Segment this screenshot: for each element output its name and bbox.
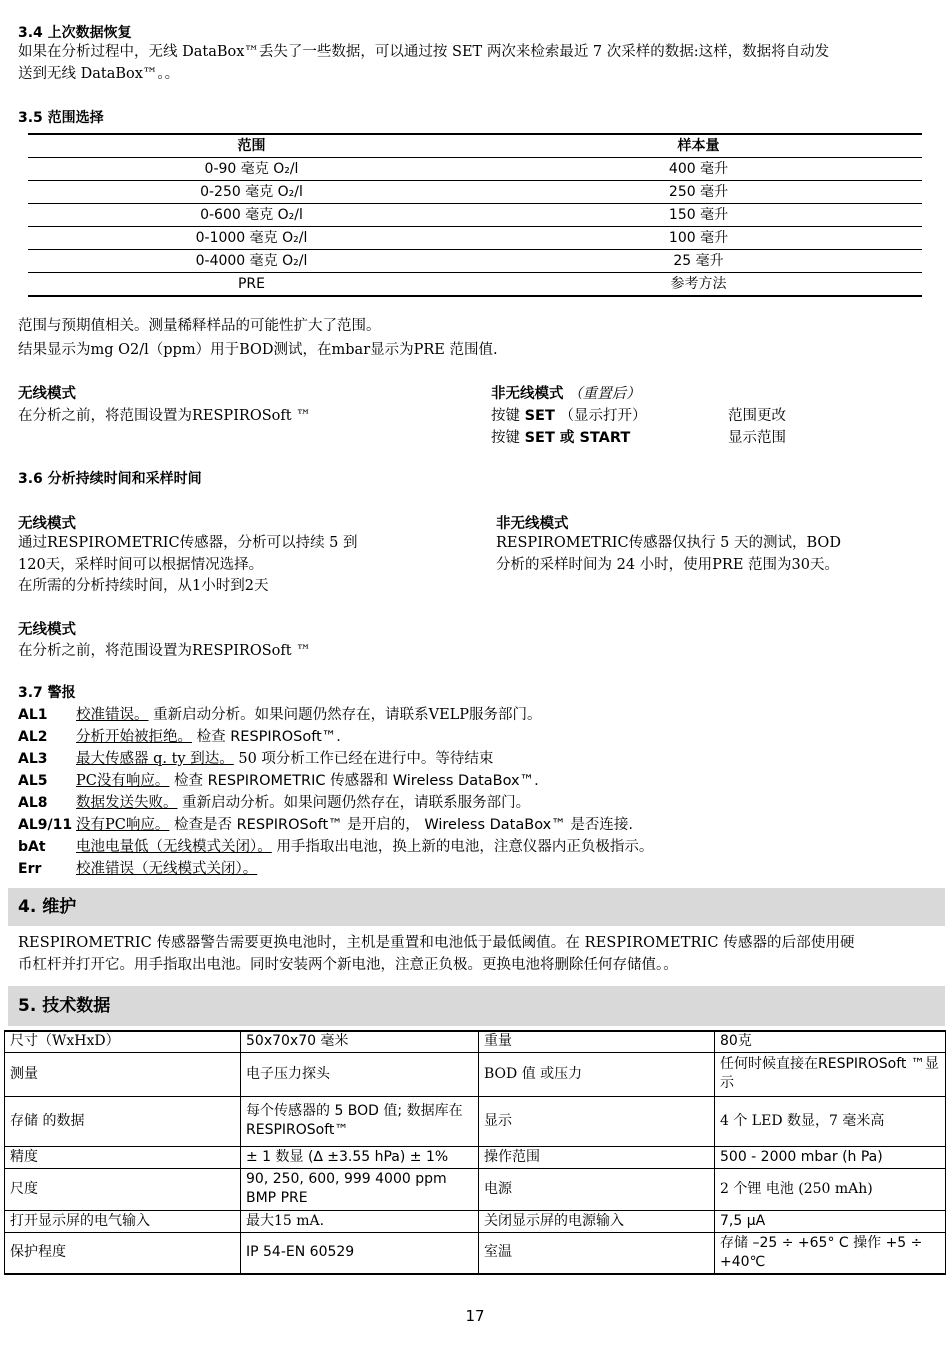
table-row <box>28 273 922 297</box>
nonwireless-duration-line-1: RESPIROMETRIC传感器仅执行 5 天的测试，BOD <box>496 535 841 551</box>
alarm-action: 检查 RESPIROMETRIC 传感器和 Wireless DataBox™. <box>169 773 539 789</box>
alarm-action: 重新启动分析。如果问题仍然存在，请联系VELP服务部门。 <box>148 707 542 723</box>
alarm-row <box>18 704 542 726</box>
table-row <box>5 1210 946 1232</box>
spec-value: 90, 250, 600, 999 4000 ppm BMP PRE <box>241 1168 479 1210</box>
spec-label: 电源 <box>479 1168 715 1210</box>
spec-value: 2 个锂 电池 (250 mAh) <box>715 1168 946 1210</box>
table-row <box>28 158 922 181</box>
alarm-error: PC没有响应。 <box>76 773 170 789</box>
section-3-4-heading: 3.4 上次数据恢复 <box>18 25 132 41</box>
wireless-mode-title: 无线模式 <box>18 385 76 402</box>
alarm-code: bAt <box>18 839 46 855</box>
range-cell: 0-1000 毫克 O₂/l <box>195 230 308 246</box>
alarm-row <box>18 770 539 792</box>
alarm-action: 50 项分析工作已经在进行中。等待结束 <box>233 751 494 767</box>
table-row <box>28 181 922 204</box>
spec-label: 关闭显示屏的电源输入 <box>479 1210 715 1232</box>
table-row <box>5 1096 946 1146</box>
range-table <box>28 133 922 297</box>
alarm-code: Err <box>18 861 42 877</box>
spec-label: 测量 <box>5 1052 241 1096</box>
spec-label: 重量 <box>479 1031 715 1052</box>
spec-value: 50x70x70 毫米 <box>241 1031 479 1052</box>
section-4-line-1: RESPIROMETRIC 传感器警告需要更换电池时，主机是重置和电池低于最低阈值。在 RESPIROMETRIC 传感器的后部使用硬 <box>18 935 855 951</box>
alarm-action: 检查 RESPIROSoft™. <box>192 729 341 745</box>
section-3-5-heading: 3.5 范围选择 <box>18 110 104 126</box>
alarm-code: AL3 <box>18 751 48 767</box>
range-header: 范围 <box>237 138 266 154</box>
nonwireless-mode-note: （重置后） <box>568 386 641 402</box>
spec-label: 室温 <box>479 1232 715 1274</box>
alarm-row <box>18 726 341 748</box>
table-row <box>5 1052 946 1096</box>
alarm-error: 没有PC响应。 <box>76 817 170 833</box>
spec-label: 显示 <box>479 1096 715 1146</box>
spec-label: 尺度 <box>5 1168 241 1210</box>
alarm-error: 校准错误。 <box>76 707 149 723</box>
spec-value: IP 54-EN 60529 <box>241 1232 479 1274</box>
spec-label: 精度 <box>5 1146 241 1168</box>
spec-value: 4 个 LED 数显，7 毫米高 <box>715 1096 946 1146</box>
table-row <box>28 227 922 250</box>
alarm-error: 电池电量低（无线模式关闭）。 <box>76 839 272 855</box>
spec-label: BOD 值 或压力 <box>479 1052 715 1096</box>
spec-label: 保护程度 <box>5 1232 241 1274</box>
section-3-4-line-1: 如果在分析过程中，无线 DataBox™丢失了一些数据，可以通过按 SET 两次来检索最近 7 次采样的数据:这样，数据将自动发 <box>18 44 830 60</box>
key-set-row <box>491 404 646 425</box>
volume-cell: 100 毫升 <box>668 230 729 246</box>
section-3-7-heading: 3.7 警报 <box>18 685 76 701</box>
section-5-heading: 5. 技术数据 <box>8 986 945 1026</box>
alarm-row <box>18 792 530 814</box>
wireless-mode-text-2: 在分析之前，将范围设置为RESPIROSoft ™ <box>18 643 311 659</box>
volume-cell: 150 毫升 <box>668 207 729 223</box>
spec-label: 打开显示屏的电气输入 <box>5 1210 241 1232</box>
wireless-duration-line-3: 在所需的分析持续时间，从1小时到2天 <box>18 578 269 594</box>
spec-value: 500 - 2000 mbar (h Pa) <box>715 1146 946 1168</box>
alarm-row <box>18 748 493 770</box>
range-cell: 0-600 毫克 O₂/l <box>200 207 303 223</box>
spec-value: 存储 –25 ÷ +65° C 操作 +5 ÷ +40℃ <box>715 1232 946 1274</box>
wireless-duration-line-1: 通过RESPIROMETRIC传感器，分析可以持续 5 到 <box>18 535 358 551</box>
volume-cell: 250 毫升 <box>668 184 729 200</box>
nonwireless-mode-title: 非无线模式 <box>491 385 564 402</box>
spec-label: 操作范围 <box>479 1146 715 1168</box>
range-cell: 0-90 毫克 O₂/l <box>204 161 299 177</box>
alarm-action: 重新启动分析。如果问题仍然存在，请联系服务部门。 <box>177 795 531 811</box>
section-3-4-line-2: 送到无线 DataBox™。。 <box>18 66 180 82</box>
spec-value: 任何时候直接在RESPIROSoft ™显示 <box>715 1052 946 1096</box>
key-set-result: 范围更改 <box>728 408 786 424</box>
sample-volume-header: 样本量 <box>677 138 720 154</box>
key-label: 按键 <box>491 408 520 424</box>
wireless-duration-line-2: 120天，采样时间可以根据情况选择。 <box>18 557 264 573</box>
alarm-code: AL8 <box>18 795 48 811</box>
nonwireless-duration-title: 非无线模式 <box>496 515 569 532</box>
table-row <box>5 1146 946 1168</box>
key-set-or-start: SET 或 START <box>524 430 631 446</box>
nonwireless-duration-line-2: 分析的采样时间为 24 小时，使用PRE 范围为30天。 <box>496 557 839 573</box>
alarm-row <box>18 814 633 836</box>
alarm-error: 数据发送失败。 <box>76 795 178 811</box>
alarm-row <box>18 858 257 880</box>
table-row <box>5 1031 946 1052</box>
alarm-error: 最大传感器 q. ty 到达。 <box>76 751 234 767</box>
alarm-action: 用手指取出电池，换上新的电池，注意仪器内正负极指示。 <box>271 839 654 855</box>
alarm-code: AL2 <box>18 729 48 745</box>
key-label: 按键 <box>491 430 520 446</box>
alarm-code: AL9/11 <box>18 817 73 833</box>
alarm-error: 分析开始被拒绝。 <box>76 729 192 745</box>
page-number: 17 <box>465 1307 485 1325</box>
wireless-mode-title-2: 无线模式 <box>18 621 76 638</box>
section-4-line-2: 币杠杆并打开它。用手指取出电池。同时安装两个新电池，注意正负极。更换电池将删除任何存储值。。 <box>18 957 678 973</box>
spec-value: ± 1 数显 (∆ ±3.55 hPa) ± 1% <box>241 1146 479 1168</box>
nonwireless-mode-heading <box>491 382 641 403</box>
table-row <box>28 204 922 227</box>
alarm-row <box>18 836 653 858</box>
volume-cell: 400 毫升 <box>668 161 729 177</box>
spec-value: 电子压力探头 <box>241 1052 479 1096</box>
key-set-start-result: 显示范围 <box>728 430 786 446</box>
key-set: SET <box>524 408 555 424</box>
wireless-mode-text: 在分析之前，将范围设置为RESPIROSoft ™ <box>18 408 311 424</box>
volume-cell: 25 毫升 <box>673 253 724 269</box>
alarm-action: 检查是否 RESPIROSoft™ 是开启的， Wireless DataBox™ 是否连接. <box>169 817 633 833</box>
section-4-heading: 4. 维护 <box>8 888 945 926</box>
range-cell: 0-4000 毫克 O₂/l <box>195 253 308 269</box>
range-note-2: 结果显示为mg O2/l（ppm）用于BOD测试，在mbar显示为PRE 范围值. <box>18 342 498 358</box>
spec-value: 7,5 µA <box>715 1210 946 1232</box>
table-row <box>5 1232 946 1274</box>
technical-data-table <box>4 1030 946 1275</box>
spec-label: 尺寸（WxHxD） <box>5 1031 241 1052</box>
spec-label: 存储 的数据 <box>5 1096 241 1146</box>
key-set-note: （显示打开） <box>559 408 647 424</box>
table-row <box>28 250 922 273</box>
alarm-code: AL5 <box>18 773 48 789</box>
spec-value: 80克 <box>715 1031 946 1052</box>
alarm-error: 校准错误（无线模式关闭）。 <box>76 861 258 877</box>
range-table-header <box>28 134 922 158</box>
spec-value: 每个传感器的 5 BOD 值; 数据库在 RESPIROSoft™ <box>241 1096 479 1146</box>
section-3-6-heading: 3.6 分析持续时间和采样时间 <box>18 471 202 487</box>
range-cell: 0-250 毫克 O₂/l <box>200 184 303 200</box>
table-row <box>5 1168 946 1210</box>
volume-cell: 参考方法 <box>670 276 727 292</box>
range-cell: PRE <box>237 276 265 292</box>
key-set-start-row <box>491 426 630 447</box>
spec-value: 最大15 mA. <box>241 1210 479 1232</box>
range-note-1: 范围与预期值相关。测量稀释样品的可能性扩大了范围。 <box>18 318 381 334</box>
wireless-duration-title: 无线模式 <box>18 515 76 532</box>
alarm-code: AL1 <box>18 707 48 723</box>
